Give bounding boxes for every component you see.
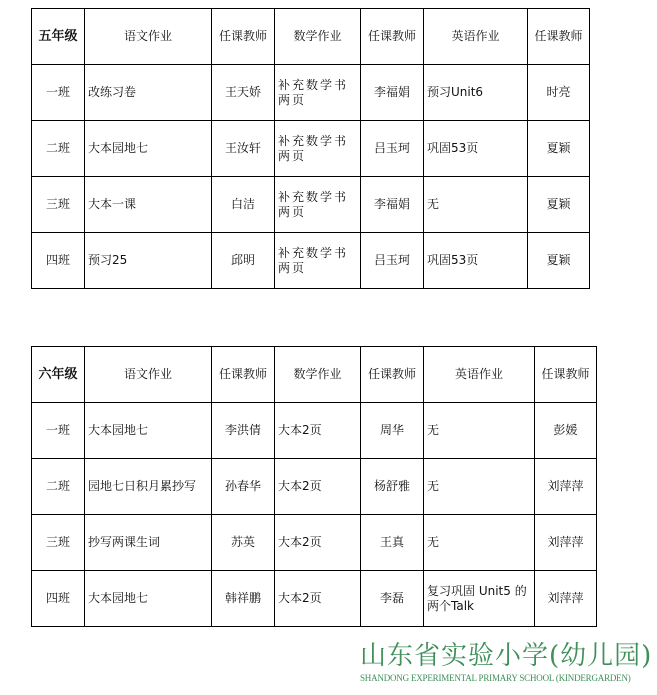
school-logo <box>360 641 653 683</box>
chinese-teacher: 孙春华 <box>212 459 275 515</box>
teacher-header: 任课教师 <box>528 9 590 65</box>
chinese-homework: 大本一课 <box>85 177 212 233</box>
english-homework: 预习Unit6 <box>424 65 528 121</box>
table-header-row <box>32 347 597 403</box>
chinese-homework: 改练习卷 <box>85 65 212 121</box>
chinese-teacher: 李洪倩 <box>212 403 275 459</box>
math-homework: 补充数学书两页 <box>275 233 361 289</box>
table-row <box>32 65 590 121</box>
chinese-teacher: 白洁 <box>212 177 275 233</box>
table-row <box>32 459 597 515</box>
english-teacher: 夏颖 <box>528 121 590 177</box>
chinese-homework: 园地七日积月累抄写 <box>85 459 212 515</box>
math-homework-header: 数学作业 <box>275 347 361 403</box>
chinese-homework: 大本园地七 <box>85 121 212 177</box>
math-teacher: 杨舒雅 <box>361 459 424 515</box>
math-homework: 大本2页 <box>275 571 361 627</box>
english-teacher: 彭媛 <box>535 403 597 459</box>
chinese-homework: 抄写两课生词 <box>85 515 212 571</box>
math-homework: 补充数学书两页 <box>275 121 361 177</box>
chinese-teacher: 王天娇 <box>212 65 275 121</box>
math-teacher: 周华 <box>361 403 424 459</box>
math-teacher: 李福娟 <box>361 65 424 121</box>
english-teacher: 刘萍萍 <box>535 515 597 571</box>
table-row <box>32 403 597 459</box>
math-homework: 大本2页 <box>275 459 361 515</box>
table-row <box>32 571 597 627</box>
class-name: 三班 <box>32 515 85 571</box>
table-row <box>32 177 590 233</box>
class-name: 一班 <box>32 65 85 121</box>
math-teacher: 吕玉珂 <box>361 121 424 177</box>
english-teacher: 刘萍萍 <box>535 571 597 627</box>
teacher-header: 任课教师 <box>361 9 424 65</box>
class-name: 二班 <box>32 459 85 515</box>
math-teacher: 李福娟 <box>361 177 424 233</box>
english-homework: 巩固53页 <box>424 233 528 289</box>
chinese-teacher: 苏英 <box>212 515 275 571</box>
math-homework: 补充数学书两页 <box>275 177 361 233</box>
grade-header: 六年级 <box>32 347 85 403</box>
chinese-homework: 预习25 <box>85 233 212 289</box>
english-homework: 巩固53页 <box>424 121 528 177</box>
school-name-english: SHANDONG EXPERIMENTAL PRIMARY SCHOOL (KINDERGARDEN) <box>360 673 631 683</box>
math-homework-header: 数学作业 <box>275 9 361 65</box>
english-teacher: 时亮 <box>528 65 590 121</box>
chinese-homework-header: 语文作业 <box>85 347 212 403</box>
class-name: 三班 <box>32 177 85 233</box>
english-homework-header: 英语作业 <box>424 9 528 65</box>
teacher-header: 任课教师 <box>535 347 597 403</box>
english-homework-header: 英语作业 <box>424 347 535 403</box>
table-row <box>32 233 590 289</box>
chinese-homework-header: 语文作业 <box>85 9 212 65</box>
class-name: 二班 <box>32 121 85 177</box>
english-teacher: 刘萍萍 <box>535 459 597 515</box>
english-teacher: 夏颖 <box>528 233 590 289</box>
grade5-homework-table <box>31 8 590 289</box>
math-homework: 大本2页 <box>275 403 361 459</box>
chinese-teacher: 邱明 <box>212 233 275 289</box>
class-name: 一班 <box>32 403 85 459</box>
english-homework: 复习巩固 Unit5 的两个Talk <box>424 571 535 627</box>
grade-header: 五年级 <box>32 9 85 65</box>
teacher-header: 任课教师 <box>361 347 424 403</box>
table-header-row <box>32 9 590 65</box>
english-teacher: 夏颖 <box>528 177 590 233</box>
math-teacher: 吕玉珂 <box>361 233 424 289</box>
english-homework: 无 <box>424 177 528 233</box>
math-homework: 大本2页 <box>275 515 361 571</box>
table-row <box>32 515 597 571</box>
class-name: 四班 <box>32 571 85 627</box>
math-homework: 补充数学书两页 <box>275 65 361 121</box>
table-row <box>32 121 590 177</box>
chinese-teacher: 韩祥鹏 <box>212 571 275 627</box>
teacher-header: 任课教师 <box>212 347 275 403</box>
chinese-teacher: 王汝轩 <box>212 121 275 177</box>
math-teacher: 王真 <box>361 515 424 571</box>
chinese-homework: 大本园地七 <box>85 571 212 627</box>
english-homework: 无 <box>424 403 535 459</box>
teacher-header: 任课教师 <box>212 9 275 65</box>
school-name-chinese: 山东省实验小学(幼儿园) <box>360 641 653 671</box>
grade6-homework-table <box>31 346 597 627</box>
chinese-homework: 大本园地七 <box>85 403 212 459</box>
english-homework: 无 <box>424 459 535 515</box>
math-teacher: 李磊 <box>361 571 424 627</box>
english-homework: 无 <box>424 515 535 571</box>
class-name: 四班 <box>32 233 85 289</box>
